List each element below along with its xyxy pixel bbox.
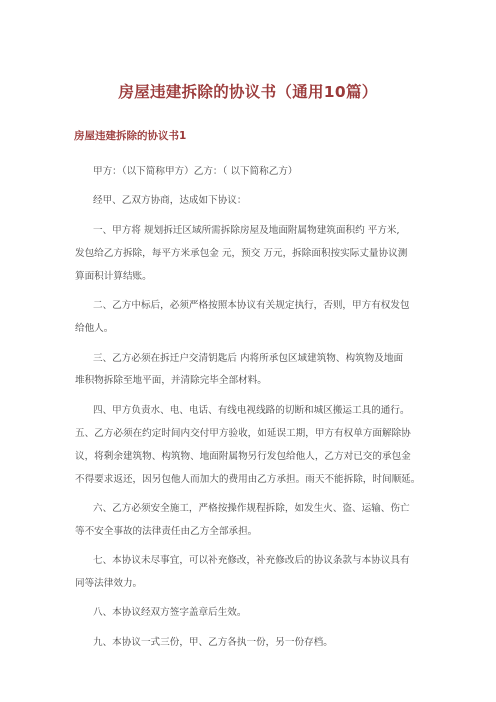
clause-1-line-1: 一、甲方将 规划拆迁区域所需拆除房屋及地面附属物建筑面积约 平方米, (93, 225, 400, 236)
clause-2-line-2: 给他人。 (75, 323, 114, 334)
clause-5-line-1: 五、乙方必须在约定时间内交付甲方验收，如延误工期，甲方有权单方面解除协 (75, 428, 411, 439)
section-heading: 房屋违建拆除的协议书1 (74, 130, 187, 142)
intro-line: 经甲、乙双方协商，达成如下协议： (93, 195, 247, 206)
document-title: 房屋违建拆除的协议书（通用10篇） (118, 83, 378, 101)
clause-8-line: 八、本协议经双方签字盖章后生效。 (93, 607, 247, 618)
parties-line: 甲方：（以下简称甲方）乙方：（ 以下简称乙方） (93, 166, 298, 177)
clause-3-line-2: 堆积物拆除至地平面，并清除完毕全部材料。 (75, 375, 267, 386)
clause-1-line-2: 发包给乙方拆除，每平方米承包金 元，预交 万元，拆除面积按实际丈量协议测 (75, 248, 408, 259)
clause-5-line-2: 议，将剩余建筑物、构筑物、地面附属物另行发包给他人，乙方对已交的承包金 (75, 451, 411, 462)
clause-9-line: 九、本协议一式三份，甲、乙方各执一份，另一份存档。 (93, 637, 333, 648)
clause-2-line-1: 二、乙方中标后，必须严格按照本协议有关规定执行，否则，甲方有权发包 (93, 300, 410, 311)
clause-5-line-3: 不得要求返还，因另包他人而加大的费用由乙方承担。雨天不能拆除，时间顺延。 (75, 474, 421, 485)
clause-3-line-1: 三、乙方必须在拆迁户交清钥匙后 内将所承包区域建筑物、构筑物及地面 (93, 353, 404, 364)
clause-7-line-1: 七、本协议未尽事宜，可以补充修改，补充修改后的协议条款与本协议具有 (93, 555, 410, 566)
clause-6-line-2: 等不安全事故的法律责任由乙方全部承担。 (75, 526, 258, 537)
clause-4-line: 四、甲方负责水、电、电话、有线电视线路的切断和城区搬运工具的通行。 (93, 405, 410, 416)
clause-7-line-2: 同等法律效力。 (75, 578, 143, 589)
clause-1-line-3: 算面积计算结账。 (75, 271, 152, 282)
clause-6-line-1: 六、乙方必须安全施工，严格按操作规程拆除，如发生火、盗、运输、伤亡 (93, 503, 410, 514)
